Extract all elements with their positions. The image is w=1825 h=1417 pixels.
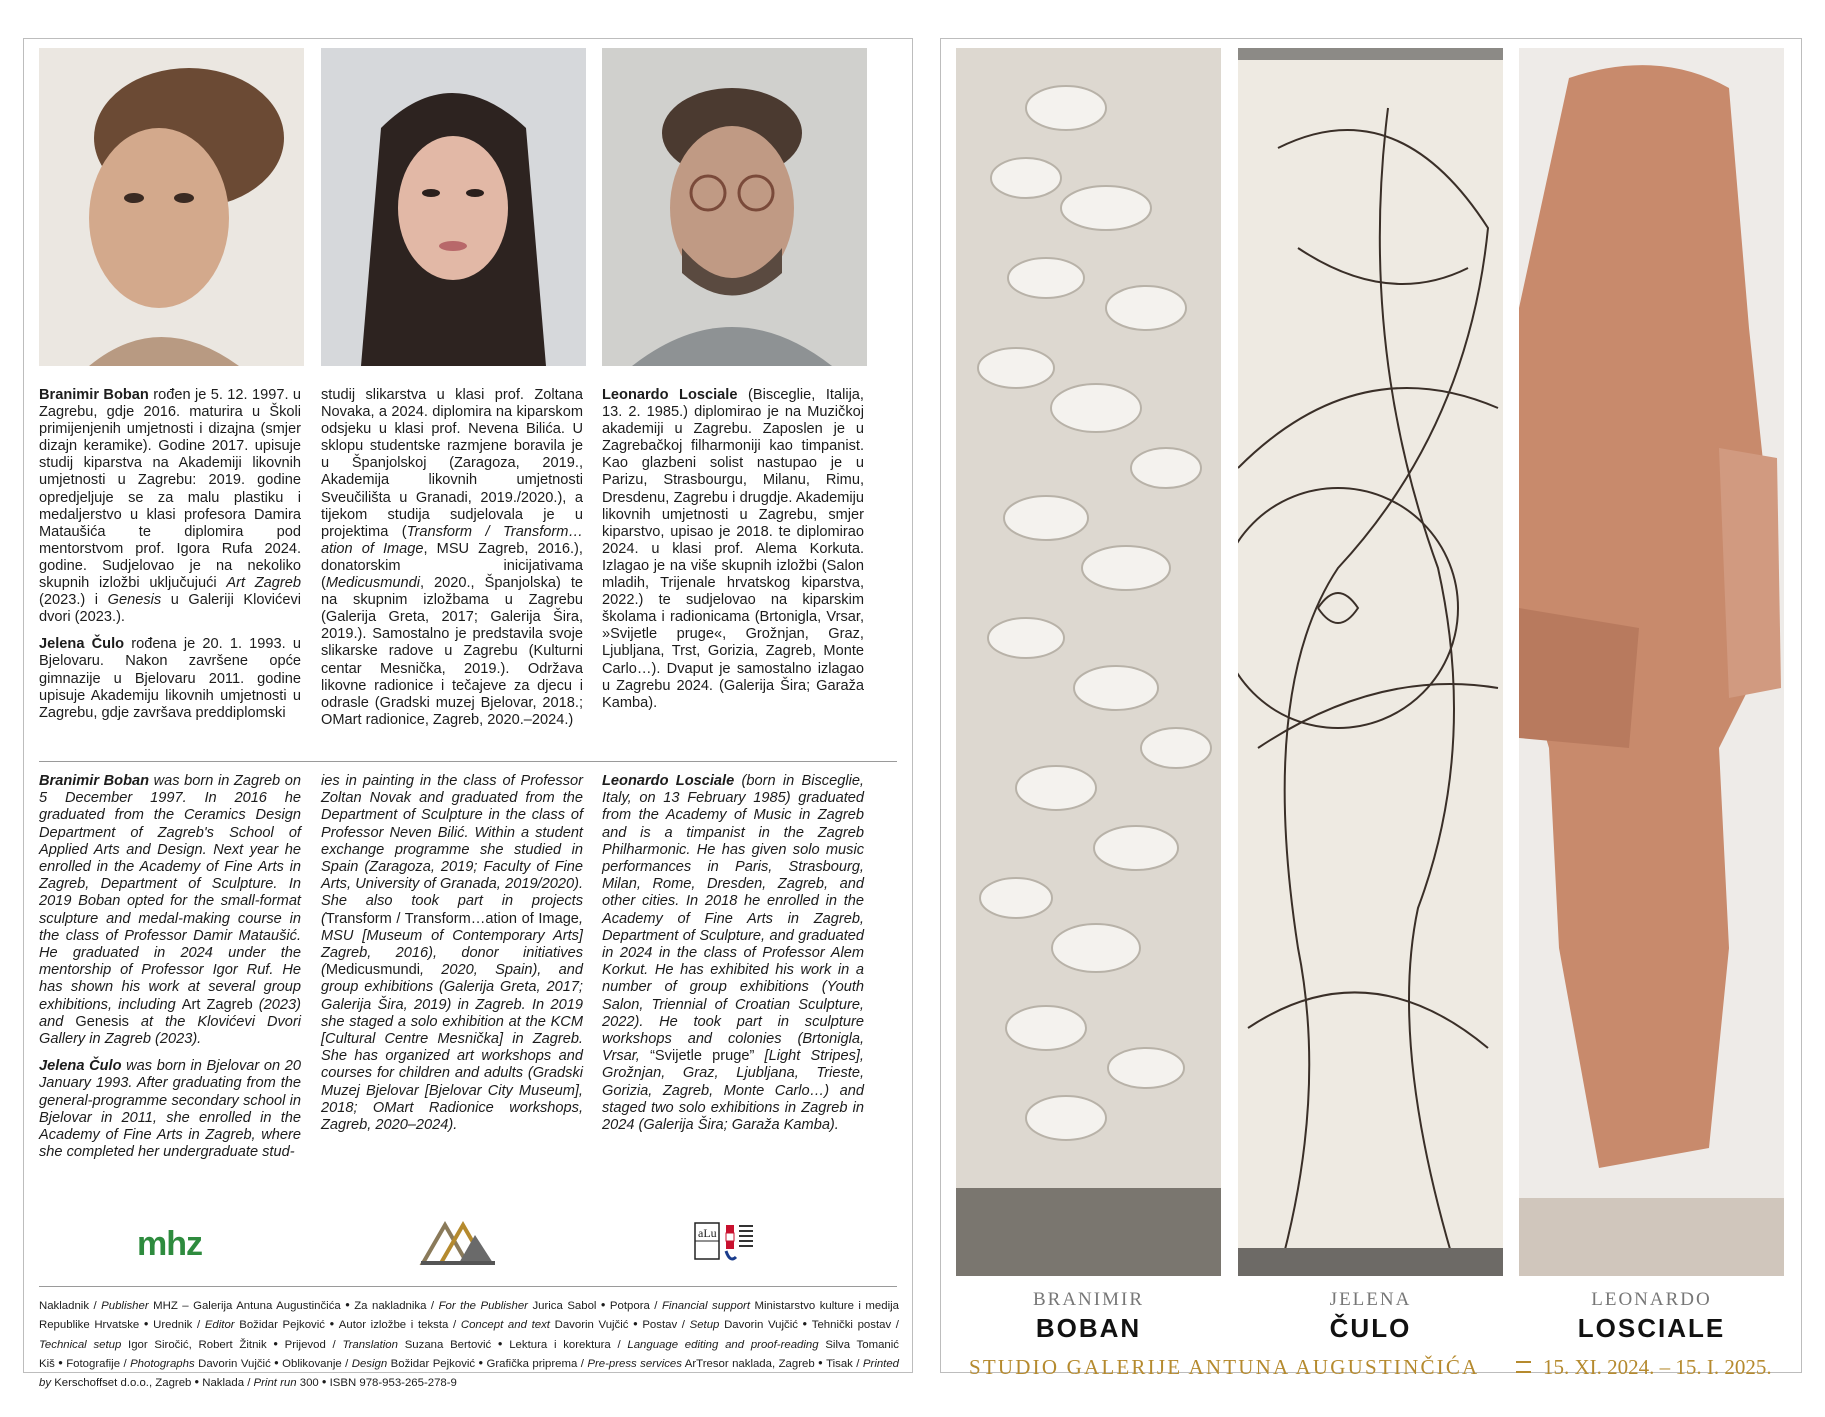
cover-page [940,38,1802,1379]
credit-item: Za nakladnika / For the Publisher Jurica Sabol [354,1300,597,1312]
bio-hr-column-3: Leonardo Losciale (Bisceglie, Italija, 13. 2. 1985.) diplomirao je na Muzičkoj akademiji u Zagrebu. Zaposlen je u Zagrebačkoj filharmoniji kao timpanist. Kao glazbeni solist nastupao je u Parizu, Strasbourgu, Milanu, Rimu, Dresdenu, Zagrebu i drugdje. Akademiju likovnih umjetnosti u Zagrebu, smjer kiparstvo, upisao je 2018. te diplomirao 2024. u klasi prof. Alema Korkuta. Izlagao je na više skupnih izložbi (Salon mladih, Trijenale hrvatskog kiparstva, 2022.) te sudjelovao na kiparskim školama i radionicama (Brtonigla, Vrsar, »Svijetle pruge«, Grožnjan, Graz, Ljubljana, Trst, Gorizia, Zagreb, Monte Carlo…). Dvaput je samostalno izlagao u Zagrebu 2024. (Galerija Šira; Garaža Kamba). [602,387,864,711]
alu-logo-icon [694,1219,774,1265]
bullet-separator: ● [194,1377,200,1387]
credit-item: Tehnički postav / Technical setup Igor Siročić, Robert Žitnik [39,1319,899,1351]
exhibition-dates: 15. XI. 2024. – 15. I. 2025. [1543,1355,1772,1379]
mhz-logo: mhz [137,1225,202,1263]
bio-name: Leonardo Losciale [602,773,735,789]
bio-en-column-2: ies in painting in the class of Professor Zoltan Novak and graduated from the Department of Sculpture in the class of Professor Neven Bilić. Within a student exchange programme she studied in Spain (Zaragoza, 2019; Faculty of Fine Arts, University of Granada, 2019/2020). She also took part in projects (Transform / Transform…ation of Image, MSU [Museum of Contemporary Arts] Zagreb, 2016), donor initiatives (Medicusmundi, 2020, Spain), and group exhibitions (Galerija Greta, 2017; Galerija Šira, 2019) in Zagreb. In 2019 she staged a solo exhibition at the KCM [Cultural Centre Mesnička] in Zagreb. She has organized art workshops and courses for children and adults (Gradski Muzej Bjelovar [Bjelovar City Museum], 2018; OMart Radionice workshops, Zagreb, 2020–2024). [321,773,583,1134]
bullet-separator: ● [273,1357,280,1367]
bio-name: Branimir Boban [39,387,149,403]
credit-item: Potpora / Financial support Ministarstvo kulture i medija Republike Hrvatske [39,1300,899,1332]
colophon-credits [39,1296,899,1392]
bullet-separator: ● [57,1357,64,1367]
credit-item: Lektura i korektura / Language editing and proof-reading Silva Tomanić Kiš [39,1338,899,1370]
portrait-branimir-boban [39,48,304,366]
credit-item: Fotografije / Photographs Davorin Vujčić [66,1357,271,1370]
bio-name: Jelena Čulo [39,636,125,653]
bullet-separator: ● [817,1357,824,1367]
artist-name-losciale: LEONARDO LOSCIALE [1577,1289,1726,1343]
bullet-separator: ● [327,1319,336,1329]
artwork-boban-hands-relief [956,48,1221,1276]
gallery-title: STUDIO GALERIJE ANTUNA AUGUSTINČIĆA [969,1355,1480,1379]
artist-name-boban: BRANIMIR BOBAN [1032,1289,1144,1343]
bullet-separator: ● [269,1338,282,1348]
bullet-separator: ● [142,1319,151,1329]
credit-item: Prijevod / Translation Suzana Bertović [284,1338,492,1351]
left-page [23,38,913,1390]
credit-item: Oblikovanje / Design Božidar Pejković [282,1357,476,1370]
credit-item: Tisak / Printed by Kerschoffset d.o.o., Zagreb [39,1357,900,1390]
alu-ministry-logos [694,1219,774,1265]
alu-logo-text: aLu [698,1226,717,1240]
artist-name-culo: JELENA ČULO [1329,1289,1412,1343]
divider [39,761,897,762]
credit-item: Autor izložbe i teksta / Concept and text Davorin Vujčić [338,1319,629,1332]
bullet-separator: ● [478,1357,484,1367]
portrait-leonardo-losciale [602,48,867,366]
bullet-separator: ● [599,1300,607,1309]
credit-item: Urednik / Editor Božidar Pejković [153,1319,325,1332]
divider [39,1286,897,1287]
bio-en-column-3: Leonardo Losciale (born in Bisceglie, Italy, on 13 February 1985) graduated from the Academy of Music in Zagreb and is a timpanist in the Zagreb Philharmonic. He has given solo music performances in Paris, Strasbourg, Milan, Rome, Dresden, Zagreb, and other cities. In 2018 he enrolled in the Academy of Fine Arts in Zagreb, Department of Sculpture, and graduated in 2024 in the class of Professor Alem Korkut. He has exhibited his work in a number of group exhibitions (Youth Salon, Triennial of Croatian Sculpture, 2022). He took part in sculpture workshops and colonies (Brtonigla, Vrsar, “Svijetle pruge” [Light Stripes], Grožnjan, Graz, Ljubljana, Trieste, Gorizia, Zagreb, Monte Carlo…) and staged two solo exhibitions in Zagreb in 2024 (Galerija Šira; Garaža Kamba). [602,773,864,1134]
bio-hr-column-2: studij slikarstva u klasi prof. Zoltana Novaka, a 2024. diplomira na kiparskom odsjeku u klasi prof. Nevena Bilića. U sklopu studentske razmjene boravila je u Španjolskoj (Zaragoza, 2019., Akademija likovnih umjetnosti Sveučilišta u Granadi, 2019./2020.), a tijekom studija sudjelovala je u projektima (Transform / Transform…ation of Image, MSU Zagreb, 2016.), donatorskim inicijativama (Medicusmundi, 2020., Španjolska) te na skupnim izložbama u Zagrebu (Galerija Greta, 2017; Galerija Šira, 2019.). Samostalno je predstavila svoje slikarske radove u Zagrebu (Kulturni centar Mesnička, 2019.). Održava likovne radionice i tečajeve za djecu i odrasle (Gradski muzej Bjelovar, 2018.; OMart radionice, Zagreb, 2020.–2024.) [321,387,584,728]
bullet-separator: ● [343,1300,352,1309]
credit-item: Naklada / Print run 300 [202,1377,319,1390]
bullet-separator: ● [321,1377,327,1387]
bio-hr-column-1: Branimir Boban rođen je 5. 12. 1997. u Zagrebu, gdje 2016. maturira u Školi primijenjenih umjetnosti i dizajna (smjer dizajn keramike). Godine 2017. upisuje studij kiparstva na Akademiji likovnih umjetnosti u Zagrebu: 2019. godine opredjeljuje se za malu plastiku i medaljerstvo u klasi profesora Damira Mataušića te diplomira pod mentorstvom prof. Igora Rufa 2024. godine. Sudjelovao je na nekoliko skupnih izložbi uključujući Art Zagreb (2023.) i Genesis u Galeriji Klovićevi dvori (2023.). Jelena Čulo rođena je 20. 1. 1993. u Bjelovaru. Nakon završene opće gimnazije u Bjelovaru 2011. godine upisuje Akademiju likovnih umjetnosti u Zagrebu, gdje završava preddiplomski [39,387,302,721]
separator-glyph [1516,1361,1531,1373]
bio-name: Branimir Boban [39,773,150,789]
bio-en-column-1: Branimir Boban was born in Zagreb on 5 December 1997. In 2016 he graduated from the Ceramics Design Department of Zagreb's School of Applied Arts and Design. Next year he enrolled in the Academy of Fine Arts in Zagreb, Department of Sculpture. In 2019 Boban opted for the small-format sculpture and medal-making course in the class of Professor Damir Mataušić. He graduated in 2024 under the mentorship of Professor Igor Ruf. He has shown his work at several group exhibitions, including Art Zagreb (2023) and Genesis at the Klovićevi Dvori Gallery in Zagreb (2023). Jelena Čulo was born in Bjelovar on 20 January 1993. After graduating from the general-programme secondary school in Bjelovar in 2011, she enrolled in the Academy of Fine Arts in Zagreb, where she completed her undergraduate stud- [39,773,302,1161]
gallery-triangle-logo [419,1211,497,1267]
artwork-culo-wire-drawing [1238,48,1503,1276]
portrait-jelena-culo [321,48,586,366]
bullet-separator: ● [631,1319,640,1329]
credit-item: ISBN 978-953-265-278-9 [329,1377,457,1390]
bullet-separator: ● [494,1338,507,1348]
credit-item: Nakladnik / Publisher MHZ – Galerija Antuna Augustinčića [39,1300,341,1312]
bio-name: Jelena Čulo [39,1058,122,1075]
bullet-separator: ● [800,1319,809,1329]
credit-item: Postav / Setup Davorin Vujčić [642,1319,798,1332]
bio-name: Leonardo Losciale [602,387,738,403]
credit-item: Grafička priprema / Pre-press services ArTresor naklada, Zagreb [486,1357,815,1370]
artwork-losciale-figure-sculpture [1519,48,1784,1276]
